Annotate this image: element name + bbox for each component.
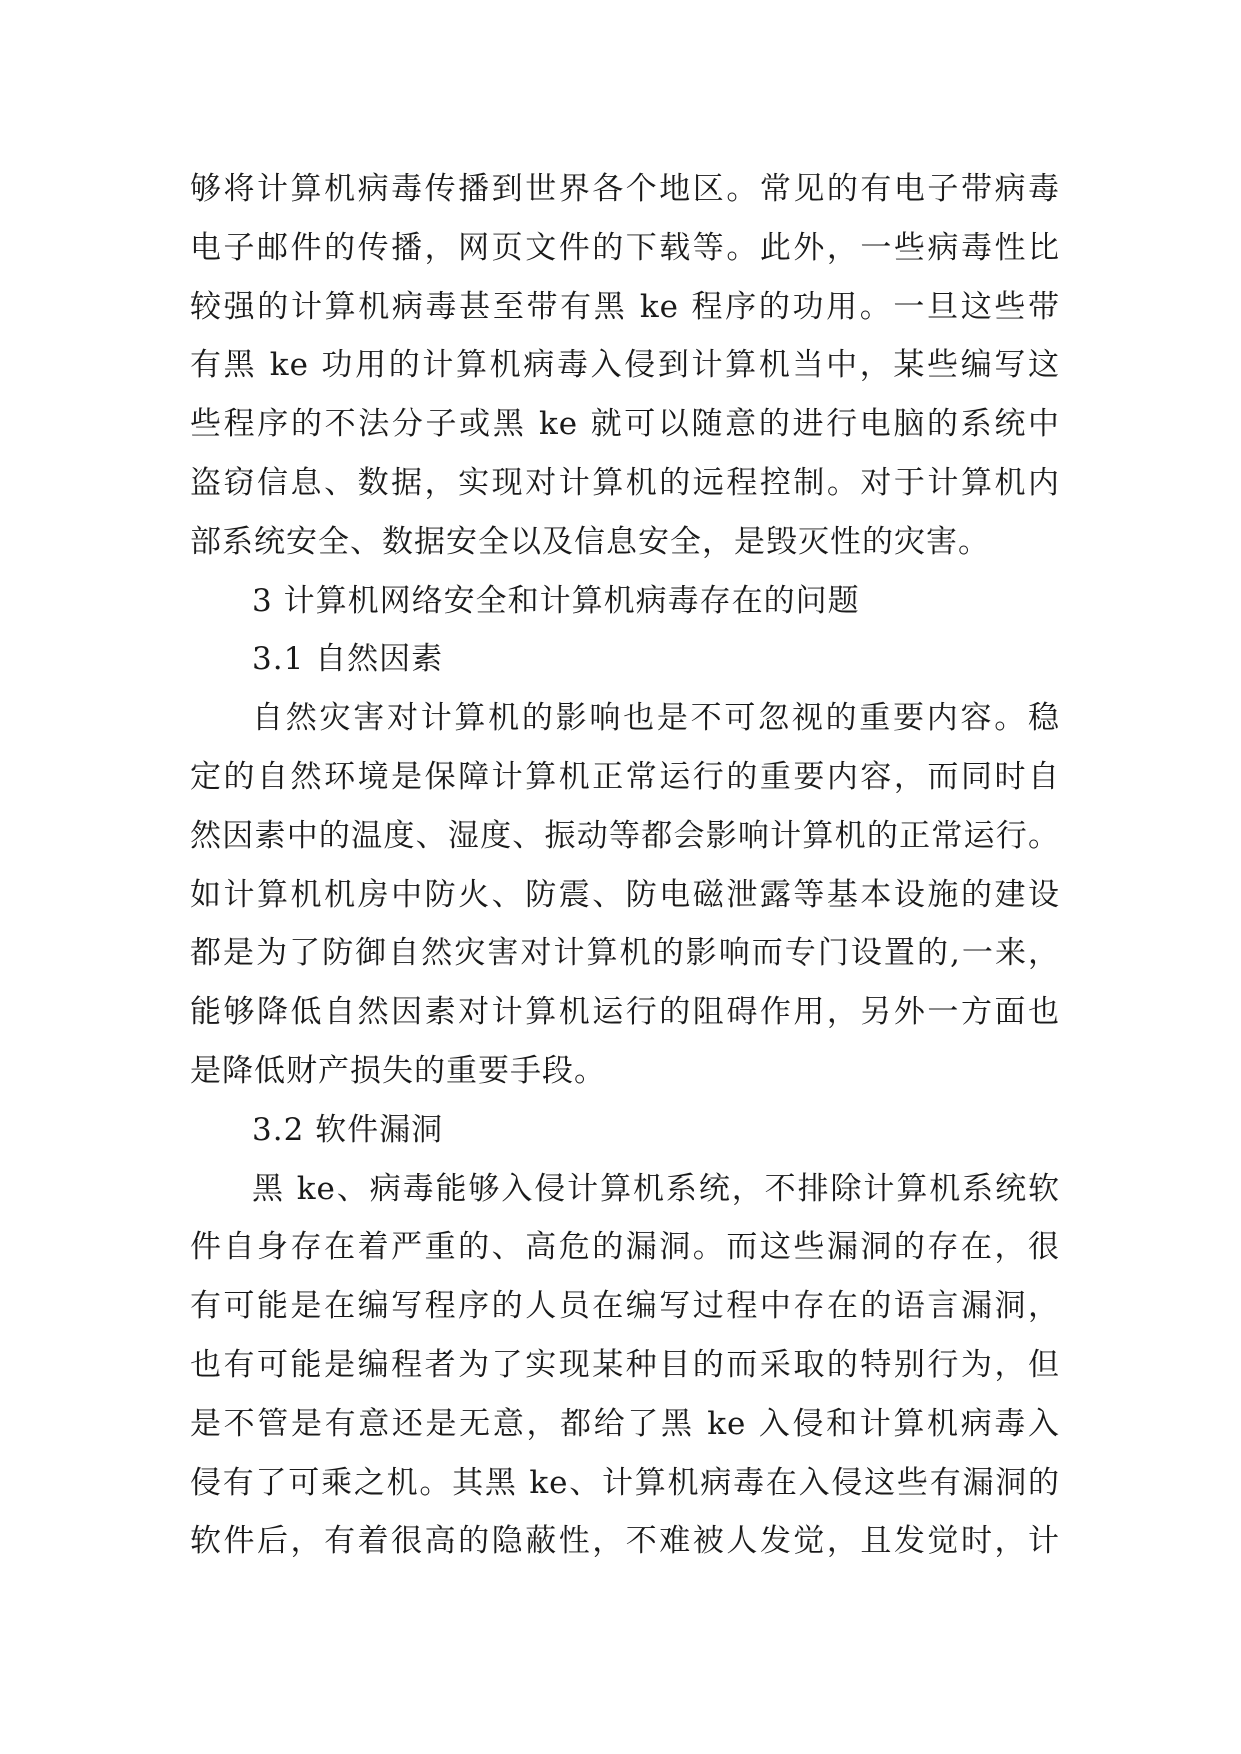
paragraph-line: 定的自然环境是保障计算机正常运行的重要内容，而同时自 (190, 758, 1060, 795)
subsection-heading: 3.2 软件漏洞 (252, 1111, 444, 1148)
paragraph-line: 是不管是有意还是无意，都给了黑 ke 入侵和计算机病毒入 (190, 1405, 1060, 1442)
paragraph-line: 然因素中的温度、湿度、振动等都会影响计算机的正常运行。 (190, 817, 1060, 854)
paragraph-line: 有黑 ke 功用的计算机病毒入侵到计算机当中，某些编写这 (190, 347, 1060, 384)
paragraph-line: 自然灾害对计算机的影响也是不可忽视的重要内容。稳 (252, 700, 1060, 737)
paragraph-line: 侵有了可乘之机。其黑 ke、计算机病毒在入侵这些有漏洞的 (190, 1464, 1060, 1501)
paragraph-line: 也有可能是编程者为了实现某种目的而采取的特别行为，但 (190, 1346, 1060, 1383)
document-body (190, 160, 1060, 1571)
subsection-heading: 3.1 自然因素 (252, 641, 444, 678)
paragraph-line: 黑 ke、病毒能够入侵计算机系统，不排除计算机系统软 (252, 1170, 1060, 1207)
paragraph-line: 些程序的不法分子或黑 ke 就可以随意的进行电脑的系统中 (190, 406, 1060, 443)
paragraph-line: 件自身存在着严重的、高危的漏洞。而这些漏洞的存在，很 (190, 1229, 1060, 1266)
paragraph-line: 盗窃信息、数据，实现对计算机的远程控制。对于计算机内 (190, 464, 1060, 501)
paragraph-line: 电子邮件的传播，网页文件的下载等。此外，一些病毒性比 (190, 229, 1060, 266)
paragraph-line: 都是为了防御自然灾害对计算机的影响而专门设置的,一来， (190, 935, 1060, 972)
paragraph-line: 有可能是在编写程序的人员在编写过程中存在的语言漏洞， (190, 1288, 1060, 1325)
paragraph-line: 部系统安全、数据安全以及信息安全，是毁灭性的灾害。 (190, 523, 990, 560)
paragraph-line: 如计算机机房中防火、防震、防电磁泄露等基本设施的建设 (190, 876, 1060, 913)
section-heading: 3 计算机网络安全和计算机病毒存在的问题 (252, 582, 860, 619)
paragraph-line: 软件后，有着很高的隐蔽性，不难被人发觉，且发觉时，计 (190, 1523, 1060, 1560)
paragraph-line: 够将计算机病毒传播到世界各个地区。常见的有电子带病毒 (190, 171, 1060, 207)
paragraph-line: 较强的计算机病毒甚至带有黑 ke 程序的功用。一旦这些带 (190, 288, 1060, 325)
paragraph-line: 能够降低自然因素对计算机运行的阻碍作用，另外一方面也 (190, 994, 1060, 1031)
paragraph-line: 是降低财产损失的重要手段。 (190, 1052, 606, 1089)
